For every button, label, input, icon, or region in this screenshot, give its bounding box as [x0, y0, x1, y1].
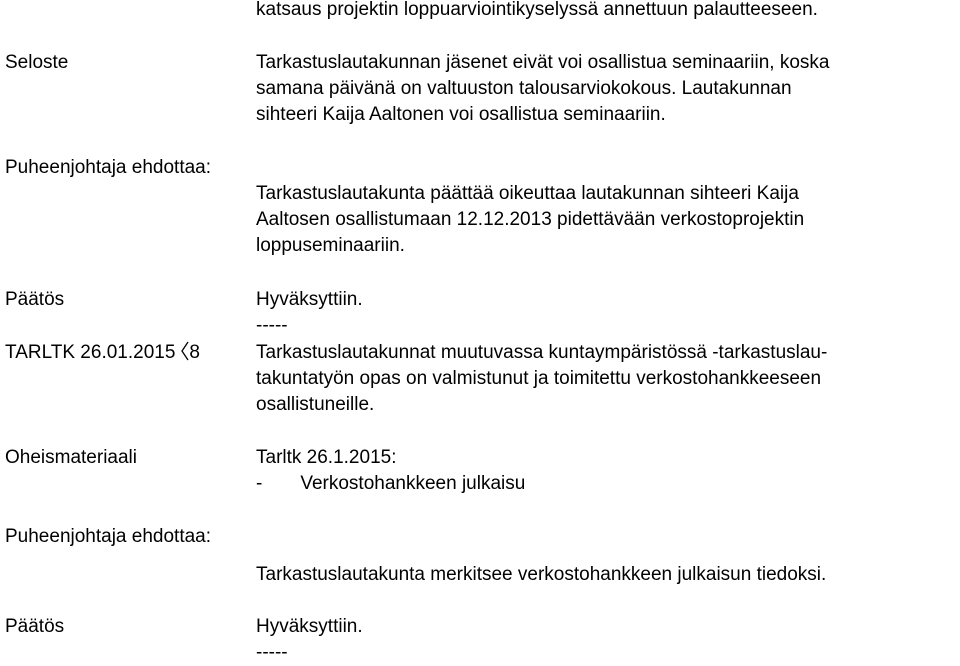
decision-separator: ----- [256, 642, 288, 663]
attachment-text: Verkostohankkeen julkaisu [300, 473, 526, 494]
attachments-header: Tarltk 26.1.2015: [256, 447, 397, 468]
seloste-label: Seloste [5, 52, 69, 73]
item-line: takuntatyön opas on valmistunut ja toimitettu verkostohankkeeseen [256, 368, 822, 389]
proposal-label: Puheenjohtaja ehdottaa: [5, 157, 212, 178]
attachment-bullet: - [256, 473, 263, 494]
intro-line: katsaus projektin loppuarviointikyselyssä annettuun palautteeseen. [256, 0, 818, 20]
seloste-line: sihteeri Kaija Aaltonen voi osallistua seminaariin. [256, 104, 666, 125]
decision-label: Päätös [5, 616, 65, 637]
section-mark [179, 340, 200, 366]
decision-text: Hyväksyttiin. [256, 616, 363, 637]
seloste-line: samana päivänä on valtuuston talousarviokokous. Lautakunnan [256, 78, 792, 99]
decision-label: Päätös [5, 289, 65, 310]
proposal-line: Tarkastuslautakunta päättää oikeuttaa lautakunnan sihteeri Kaija [256, 183, 799, 204]
attachments-label: Oheismateriaali [5, 447, 137, 468]
decision-text: Hyväksyttiin. [256, 289, 363, 310]
section-bracket-icon [179, 341, 189, 361]
proposal-line: loppuseminaariin. [256, 235, 405, 256]
proposal-line: Tarkastuslautakunta merkitsee verkostohankkeen julkaisun tiedoksi. [256, 564, 827, 585]
decision-separator: ----- [256, 315, 288, 336]
item-line: Tarkastuslautakunnat muutuvassa kuntaympäristössä -tarkastuslau- [256, 342, 828, 363]
seloste-line: Tarkastuslautakunnan jäsenet eivät voi osallistua seminaariin, koska [256, 52, 830, 73]
item-ref-text: TARLTK 26.01.2015 [5, 342, 176, 363]
item-line: osallistuneille. [256, 394, 375, 415]
proposal-label: Puheenjohtaja ehdottaa: [5, 526, 212, 547]
proposal-line: Aaltosen osallistumaan 12.12.2013 pidettävään verkostoprojektin [256, 209, 805, 230]
attachment-item [256, 471, 525, 497]
section-number: 8 [189, 342, 200, 363]
item-reference [5, 340, 200, 366]
